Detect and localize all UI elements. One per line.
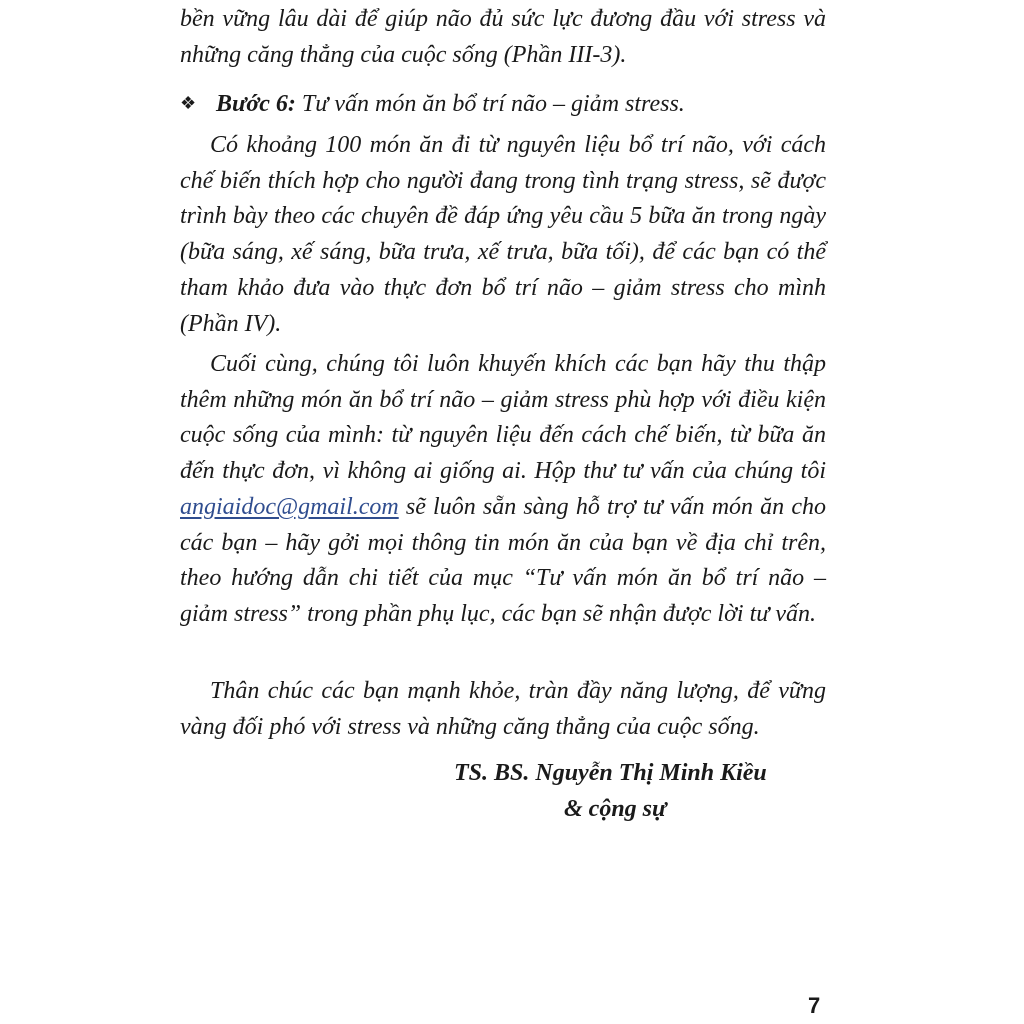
page-number: 7 bbox=[808, 993, 821, 1018]
diamond-bullet-icon: ❖ bbox=[180, 93, 197, 113]
final-paragraph-text-after: sẽ luôn sẵn sàng hỗ trợ tư vấn món ăn cho các bạn – hãy gởi mọi thông tin món ăn của bạn về địa chỉ trên, theo hướng dẫn chi tiết của mục “Tư vấn món ăn bổ trí não – giảm stress” trong phần phụ lục, các bạn sẽ nhận được lời tư vấn. bbox=[180, 493, 826, 627]
step-6-text: Tư vấn món ăn bổ trí não – giảm stress. bbox=[295, 91, 685, 117]
final-paragraph-text-before: Cuối cùng, chúng tôi luôn khuyến khích các bạn hãy thu thập thêm những món ăn bổ trí não – giảm stress phù hợp với điều kiện cuộc sống của mình: từ nguyên liệu đến cách chế biến, từ bữa ăn đến thực đơn, vì không ai giống ai. Hộp thư tư vấn của chúng tôi bbox=[180, 351, 826, 485]
step-6-heading bbox=[180, 86, 826, 123]
final-paragraph bbox=[180, 347, 826, 633]
signature-name: TS. BS. Nguyễn Thị Minh Kiều bbox=[454, 760, 767, 786]
step-6-label: Bước 6: bbox=[216, 91, 296, 117]
intro-paragraph-end: bền vững lâu dài để giúp não đủ sức lực đương đầu với stress và những căng thẳng của cuộc sống (Phần III-3). bbox=[180, 6, 826, 68]
dishes-paragraph: Có khoảng 100 món ăn đi từ nguyên liệu bổ trí não, với cách chế biến thích hợp cho người đang trong tình trạng stress, sẽ được trình bày theo các chuyên đề đáp ứng yêu cầu 5 bữa ăn trong ngày (bữa sáng, xế sáng, bữa trưa, xế trưa, bữa tối), để các bạn có thể tham khảo đưa vào thực đơn bổ trí não – giảm stress cho mình (Phần IV). bbox=[180, 132, 826, 337]
closing-paragraph: Thân chúc các bạn mạnh khỏe, tràn đầy năng lượng, để vững vàng đối phó với stress và những căng thẳng của cuộc sống. bbox=[180, 678, 826, 740]
email-link[interactable]: angiaidoc@gmail.com bbox=[180, 493, 399, 520]
signature-coauthors: & cộng sự bbox=[564, 796, 667, 822]
